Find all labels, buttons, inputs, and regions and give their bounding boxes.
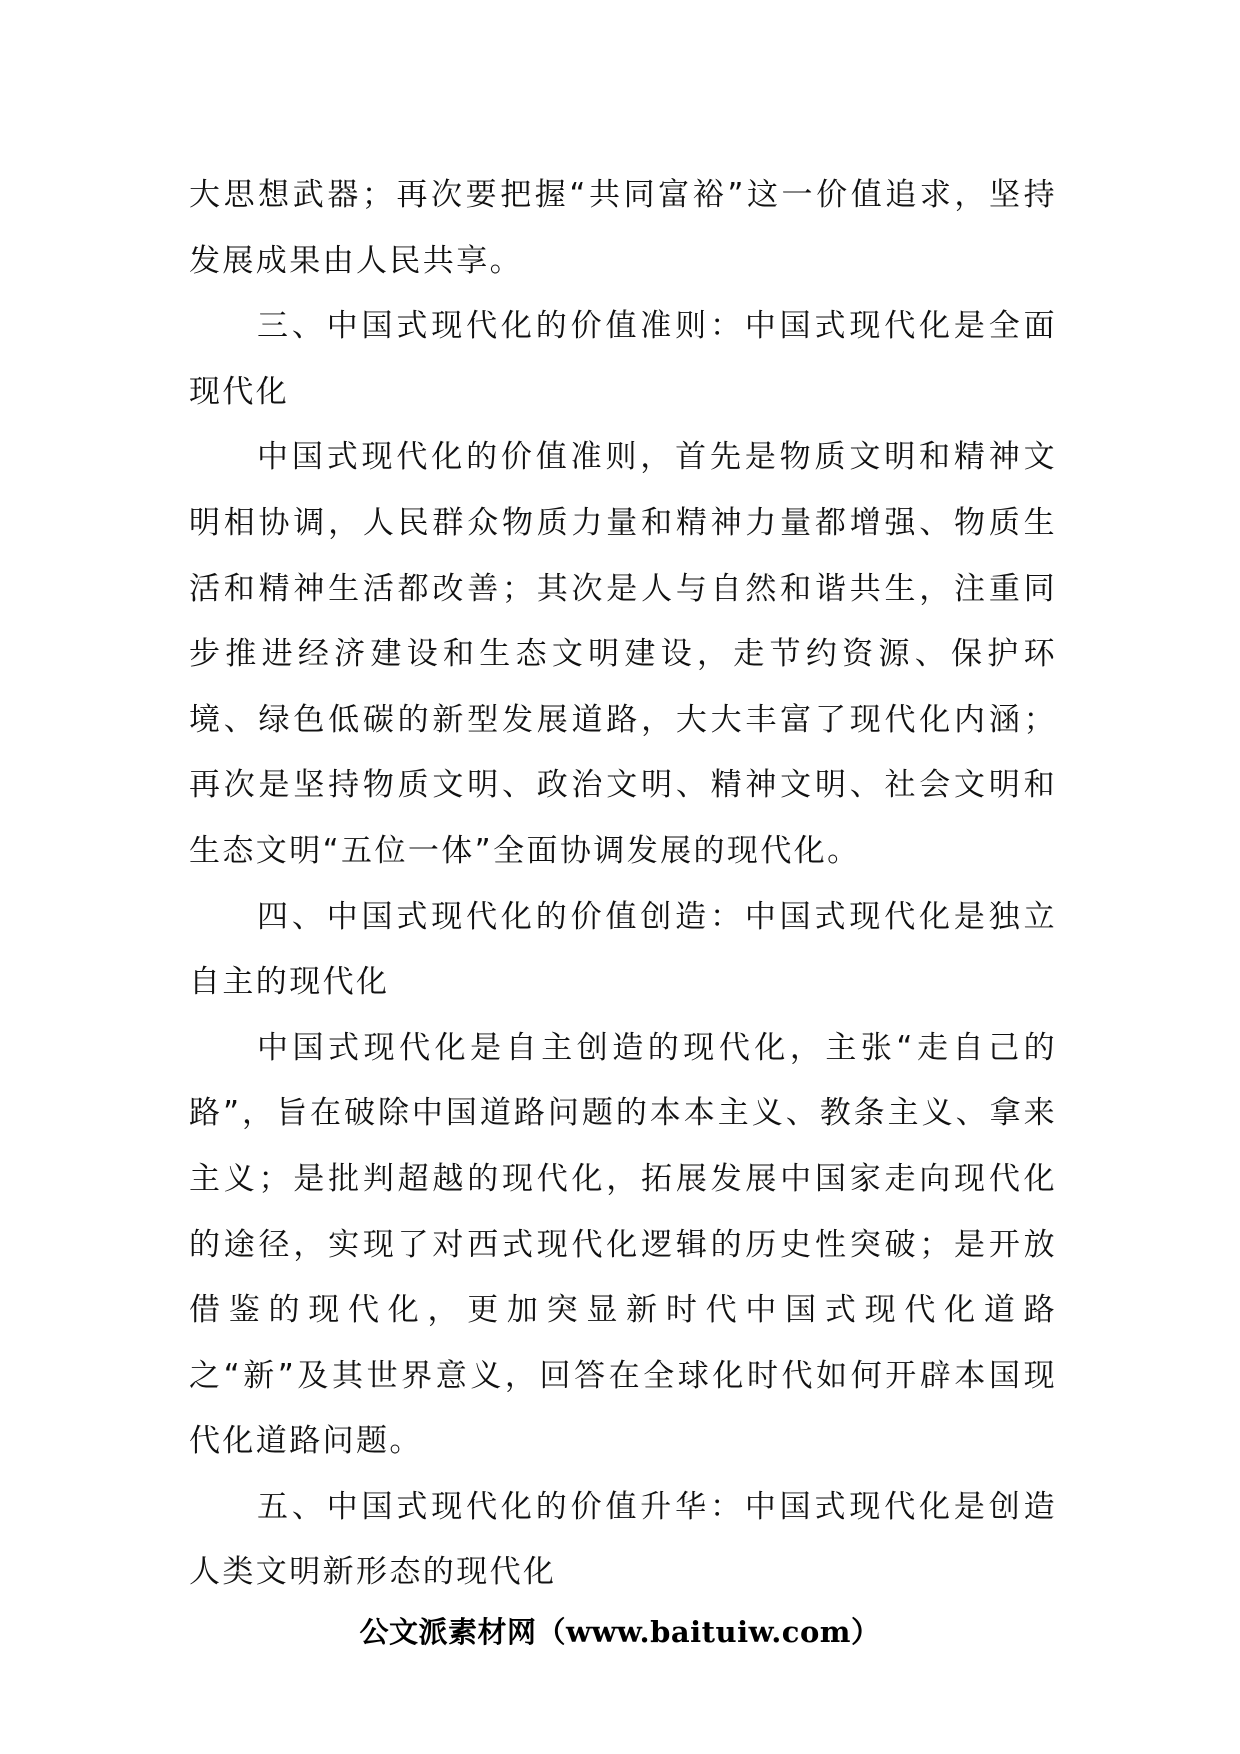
page-footer-watermark: 公文派素材网（www.baituiw.com） [359,1615,881,1649]
section-heading-4: 四、中国式现代化的价值创造：中国式现代化是独立自主的现代化 [189,898,1057,1001]
section-heading-5: 五、中国式现代化的价值升华：中国式现代化是创造人类文明新形态的现代化 [189,1488,1057,1591]
section-heading-3: 三、中国式现代化的价值准则：中国式现代化是全面现代化 [189,308,1057,410]
paragraph-continued: 大思想武器；再次要把握“共同富裕”这一价值追求，坚持发展成果由人民共享。 [189,177,1057,279]
paragraph-section-4: 中国式现代化是自主创造的现代化，主张“走自己的路”，旨在破除中国道路问题的本本主义、教条主义、拿来主义；是批判超越的现代化，拓展发展中国家走向现代化的途径，实现了对西式现代化逻辑的历史性突破；是开放借鉴的现代化，更加突显新时代中国式现代化道路之“新”及其世界意义，回答在全球化时代如何开辟本国现代化道路问题。 [189,1029,1057,1460]
document-body [189,163,1057,1606]
paragraph-section-3: 中国式现代化的价值准则，首先是物质文明和精神文明相协调，人民群众物质力量和精神力量都增强、物质生活和精神生活都改善；其次是人与自然和谐共生，注重同步推进经济建设和生态文明建设，走节约资源、保护环境、绿色低碳的新型发展道路，大大丰富了现代化内涵；再次是坚持物质文明、政治文明、精神文明、社会文明和生态文明“五位一体”全面协调发展的现代化。 [189,439,1057,869]
